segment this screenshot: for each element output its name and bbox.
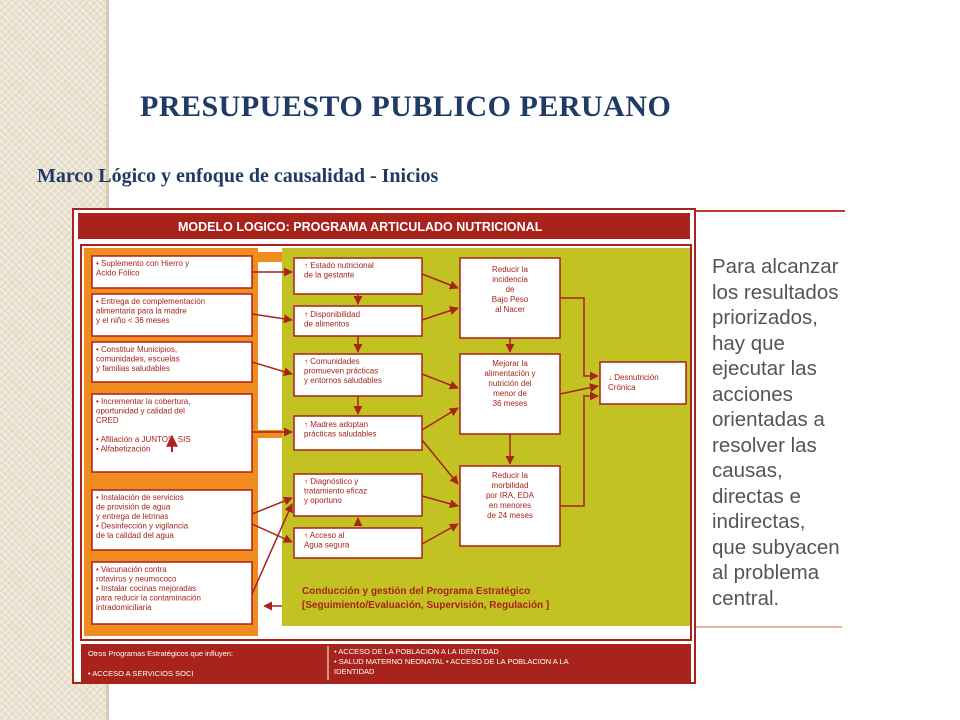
left-box-text: • Desinfección y vigilancia [96, 521, 189, 531]
side-text-line: Para alcanzar [712, 255, 839, 278]
outcome-box-text: en menores [488, 501, 532, 510]
outcome-box-text: Mejorar la [492, 359, 528, 368]
outcome-box-text: incidencia [492, 275, 528, 284]
other-programs-right: • SALUD MATERNO NEONATAL • ACCESO DE LA POBLACION A LA [334, 657, 569, 666]
left-box-text: para reducir la contaminación [96, 593, 201, 603]
slide-title: PRESUPUESTO PUBLICO PERUANO [140, 90, 672, 123]
outcome-box-text: Reducir la [491, 265, 529, 274]
left-box-text: CRED [96, 416, 119, 425]
outcome-box-text: alimentación y [484, 369, 536, 378]
left-box-text: • Alfabetización [96, 444, 151, 454]
outcome-box-text: por IRA, EDA [485, 491, 535, 500]
other-programs-label: Otros Programas Estratégicos que influyen: [88, 649, 234, 658]
side-text-line: hay que [712, 331, 785, 355]
mid-box-text: ↑ Acceso al [304, 531, 345, 540]
left-box-text: • Instalación de servicios [96, 493, 184, 502]
outcome-box-text: Reducir la [491, 471, 529, 480]
final-box-text: ↓ Desnutrición [608, 373, 659, 382]
left-box-text: oportunidad y calidad del [96, 406, 185, 416]
mid-box-text: ↑ Madres adoptan [304, 420, 369, 429]
outcome-box-text: menor de [493, 389, 527, 398]
left-box-text: y familias saludables [96, 364, 170, 373]
left-box-text: y entrega de letrinas [96, 512, 169, 521]
side-text-line: causas, [712, 459, 783, 482]
left-box-text: comunidades, escuelas [96, 354, 180, 364]
left-box-text: • Suplemento con Hierro y [96, 259, 190, 268]
side-text-line: central. [712, 586, 780, 610]
left-box-text: • Vacunación contra [96, 565, 167, 574]
side-text-line: que subyacen [712, 535, 840, 559]
side-text-line: priorizados, [712, 306, 818, 329]
side-text-line: directas e [712, 484, 801, 508]
left-box-text: • Entrega de complementación [96, 297, 206, 306]
other-programs-left: • ACCESO A SERVICIOS SOCI [88, 669, 194, 678]
side-text-line: orientadas a [712, 408, 825, 431]
mid-box-text: ↑ Estado nutricional [304, 261, 374, 270]
left-box-text: • Constituir Municipios, [96, 345, 178, 354]
final-box-text: Crónica [608, 383, 636, 392]
side-text-line: indirectas, [712, 510, 806, 533]
mid-box-text: prácticas saludables [304, 429, 377, 439]
mid-box-text: ↑ Comunidades [304, 357, 360, 366]
side-text-line: los resultados [712, 280, 839, 304]
mid-box-text: de alimentos [304, 319, 350, 329]
left-box-text: de la calidad del agua [96, 531, 174, 540]
connector [258, 430, 282, 438]
left-box-text: rotavirus y neumococo [96, 574, 177, 584]
diagram-header-text: MODELO LOGICO: PROGRAMA ARTICULADO NUTRICIONAL [178, 220, 543, 234]
bottom-rule [692, 626, 842, 628]
mid-box-text: ↑ Diagnóstico y [304, 477, 359, 486]
connector [258, 252, 282, 262]
mid-box-text: ↑ Disponibilidad [304, 310, 361, 319]
outcome-box-text: morbilidad [491, 481, 529, 490]
mid-box-text: de la gestante [304, 270, 355, 280]
side-text-line: acciones [712, 382, 793, 406]
left-box-text: intradomiciliaria [96, 603, 152, 612]
conduction-text: [Seguimiento/Evaluación, Supervisión, Regulación ] [302, 600, 550, 611]
outcome-box-text: nutrición del [488, 379, 532, 388]
outcome-box-text: de 24 meses [487, 511, 533, 520]
side-text-line: ejecutar las [712, 357, 817, 380]
other-programs-right: IDENTIDAD [334, 667, 375, 676]
left-box-text: • Incrementar la cobertura, [96, 397, 191, 406]
mid-box-text: y oportuno [304, 496, 342, 505]
mid-box-text: Agua segura [304, 540, 350, 550]
mid-box-text: tratamiento eficaz [304, 486, 368, 496]
outcome-box-text: Bajo Peso [491, 295, 529, 304]
left-box-text: Acido Fólico [96, 268, 140, 278]
left-box-text: y el niño < 36 meses [96, 316, 170, 325]
conduction-text: Conducción y gestión del Programa Estratégico [302, 586, 531, 597]
slide-subtitle: Marco Lógico y enfoque de causalidad - Inicios [37, 165, 439, 187]
mid-box-text: y entornos saludables [304, 376, 382, 385]
outcome-box-text: al Nacer [495, 305, 525, 314]
side-text-line: resolver las [712, 433, 817, 457]
side-text-line: al problema [712, 561, 820, 584]
outcome-box-text: 36 meses [492, 399, 528, 408]
mid-box-text: promueven prácticas [304, 366, 379, 376]
left-box-text: de provisión de agua [96, 502, 171, 512]
left-box-text: • Afiliación a JUNTOS, SIS [96, 435, 191, 444]
side-explanation [712, 254, 937, 611]
left-box-text: alimentaria para la madre [96, 306, 187, 316]
other-programs-right: • ACCESO DE LA POBLACION A LA IDENTIDAD [334, 647, 499, 656]
outcome-box-text: de [505, 285, 515, 294]
logic-model-diagram [72, 208, 702, 686]
left-box-text: • Instalar cocinas mejoradas [96, 584, 197, 593]
